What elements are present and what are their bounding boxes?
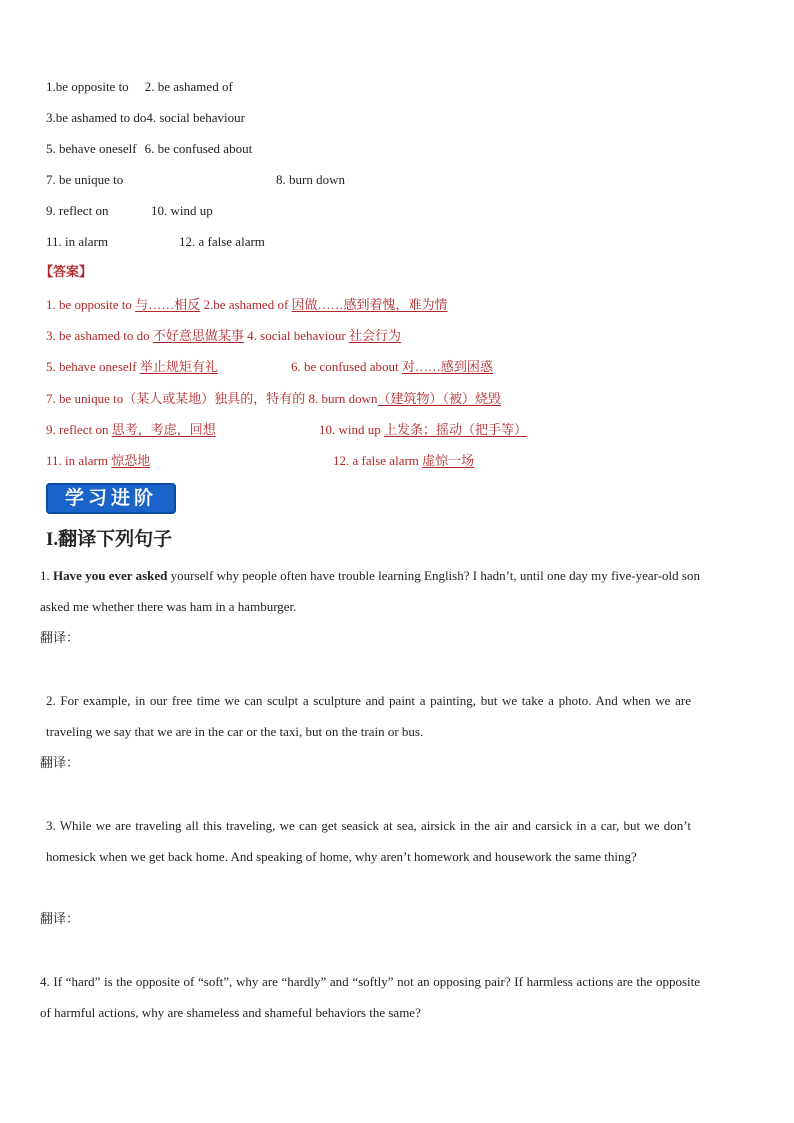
- answer-row-1: [46, 296, 448, 314]
- answer-2-meaning: 因做……感到着愧，难为情: [291, 297, 448, 312]
- phrase-7: 7. be unique to: [46, 172, 124, 187]
- sentence-2: 2. For example, in our free time we can sculpt a sculpture and paint a painting, but we take a photo. And when we are traveling we say that we are in the car or the taxi, but on the train or bus.: [46, 693, 691, 739]
- phrase-2: 2. be ashamed of: [144, 79, 233, 94]
- answer-12-term: 12. a false alarm: [333, 453, 423, 468]
- answer-row-2: [46, 327, 401, 345]
- phrase-row-3: [46, 140, 252, 158]
- phrase-row-1: [46, 78, 233, 96]
- answer-2-term: 2.be ashamed of: [200, 297, 292, 312]
- sentence-1: [40, 560, 700, 622]
- answer-6-term: 6. be confused about: [291, 359, 402, 374]
- answer-label: 【答案】: [40, 265, 93, 280]
- answer-5-term: 5. behave oneself: [46, 359, 140, 374]
- answer-1-meaning: 与……相反: [135, 297, 201, 312]
- answer-11-meaning: 惊恐地: [111, 453, 151, 468]
- phrase-10: 10. wind up: [151, 203, 213, 218]
- translate-label-2: 翻译：: [40, 756, 80, 771]
- answer-11-term: 11. in alarm: [46, 453, 112, 468]
- answer-row-3b: [291, 358, 493, 376]
- sentence-3: 3. While we are traveling all this traveling, we can get seasick at sea, airsick in the air and carsick in a car, but we don’t homesick when we get back home. And speaking of home, why aren’t homework and housework the same thing?: [46, 818, 691, 864]
- translate-label-3: 翻译：: [40, 912, 80, 927]
- translate-label-1: 翻译：: [40, 631, 80, 646]
- phrase-3: 3.be ashamed to do: [46, 110, 147, 125]
- answer-3-term: 3. be ashamed to do: [46, 328, 153, 343]
- answer-row-5b: [319, 421, 527, 439]
- phrase-11: 11. in alarm: [46, 234, 108, 249]
- answer-row-3a: [46, 358, 218, 376]
- phrase-row-2: [46, 109, 245, 127]
- phrase-1: 1.be opposite to: [46, 79, 129, 94]
- section-badge-text: 学习进阶: [64, 487, 157, 509]
- answer-10-meaning: 上发条；摇动（把手等）: [384, 422, 528, 437]
- answer-9-meaning: 思考，考虑，回想: [111, 422, 216, 437]
- answer-4-meaning: 社会行为: [348, 328, 401, 343]
- sentence-4: 4. If “hard” is the opposite of “soft”, why are “hardly” and “softly” not an opposing pair? If harmless actions are the opposite of harmful actions, why are shameless and shameful behaviors the same?: [40, 974, 700, 1020]
- answer-row-4: [46, 390, 501, 408]
- answer-8-term: 8. burn down: [308, 391, 378, 406]
- answer-row-5a: [46, 421, 216, 439]
- answer-1-term: 1. be opposite to: [46, 297, 136, 312]
- phrase-9: 9. reflect on: [46, 203, 109, 218]
- answer-10-term: 10. wind up: [319, 422, 384, 437]
- answer-3-meaning: 不好意思做某事: [152, 328, 244, 343]
- answer-6-meaning: 对……感到困惑: [401, 359, 493, 374]
- phrase-8: 8. burn down: [276, 172, 345, 187]
- answer-row-6b: [333, 452, 474, 470]
- answer-5-meaning: 举止规矩有礼: [139, 359, 218, 374]
- sentence-1-number: 1.: [40, 568, 54, 583]
- sentence-1-bold: Have you ever asked: [53, 568, 168, 583]
- answer-8-meaning: （建筑物）（被）烧毁: [377, 391, 501, 406]
- answer-9-term: 9. reflect on: [46, 422, 112, 437]
- answer-4-term: 4. social behaviour: [243, 328, 349, 343]
- answer-7: 7. be unique to（某人或某地）独具的，特有的: [46, 391, 309, 406]
- section-badge: [46, 483, 176, 514]
- phrase-4: 4. social behaviour: [146, 110, 245, 125]
- phrase-12: 12. a false alarm: [179, 234, 265, 249]
- phrase-6: 6. be confused about: [144, 141, 253, 156]
- section-title: I.翻译下列句子: [46, 529, 173, 550]
- phrase-5: 5. behave oneself: [46, 141, 137, 156]
- sentence-1-rest: yourself why people often have trouble learning English? I hadn’t, until one day my five-year-old son asked me whether there was ham in a hamburger.: [40, 568, 700, 614]
- answer-12-meaning: 虚惊一场: [422, 453, 475, 468]
- answer-row-6a: [46, 452, 150, 470]
